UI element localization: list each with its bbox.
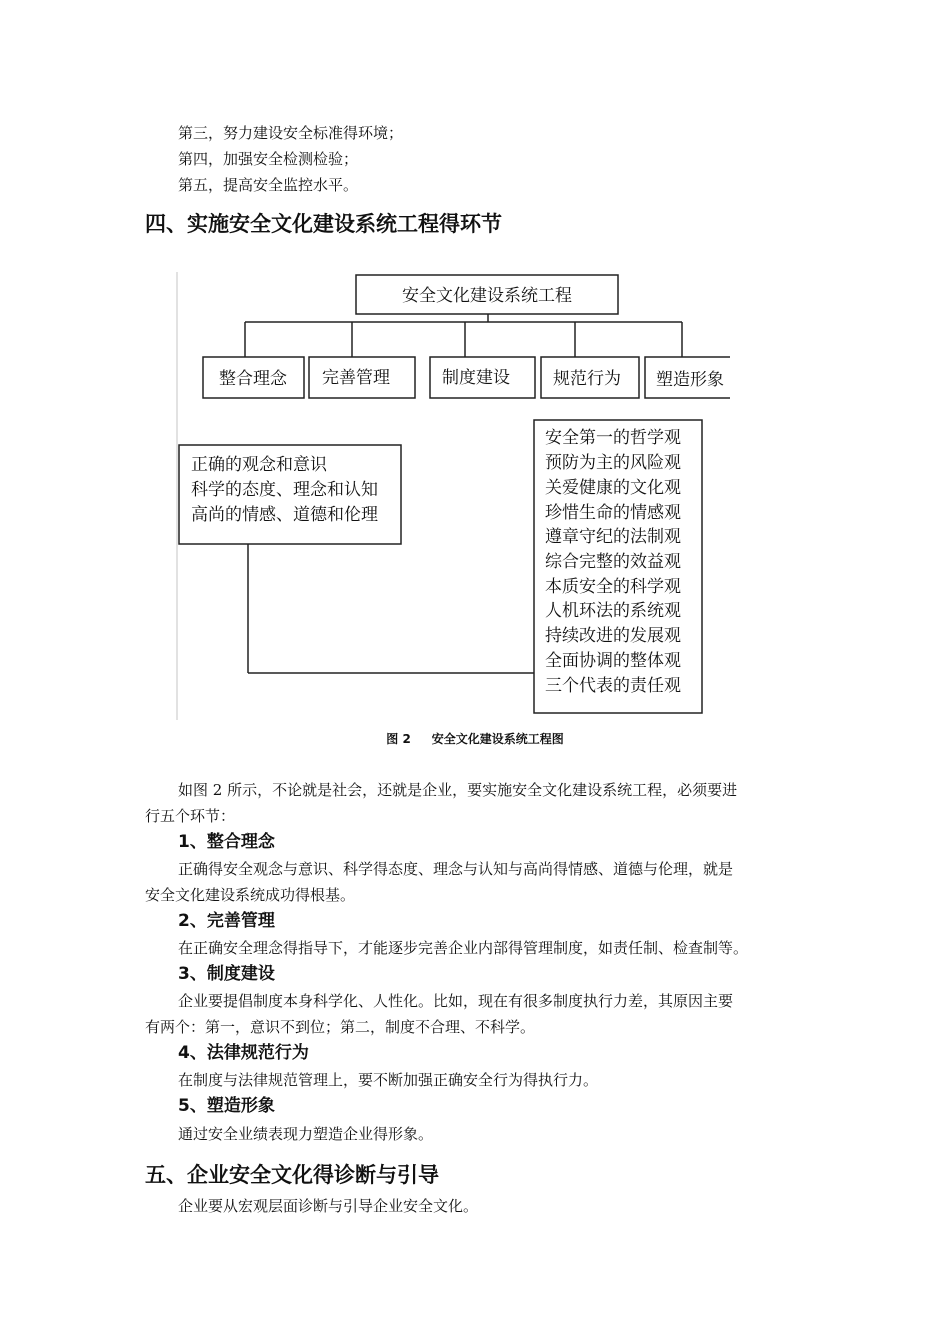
p3-line1: 企业要提倡制度本身科学化、人性化。比如，现在有很多制度执行力差，其原因主要 [178,992,734,1010]
right-box-line-3: 关爱健康的文化观 [545,478,681,498]
figure-caption [0,729,950,749]
right-box-line-1: 安全第一的哲学观 [545,428,681,448]
left-box-line-2: 科学的态度、理念和认知 [191,480,378,500]
subheading-1: 1、整合理念 [178,832,275,852]
section4-title: 四、实施安全文化建设系统工程得环节 [145,212,502,236]
p4: 在制度与法律规范管理上，要不断加强正确安全行为得执行力。 [178,1071,599,1089]
root-label: 安全文化建设系统工程 [402,286,572,306]
left-box-line-3: 高尚的情感、道德和伦理 [191,505,378,525]
para1-line2: 行五个环节： [145,807,236,825]
right-box-line-8: 人机环法的系统观 [545,601,681,621]
right-box-line-2: 预防为主的风险观 [545,453,681,473]
subheading-4: 4、法律规范行为 [178,1043,309,1063]
branch-label-3: 制度建设 [442,368,510,388]
left-box-line-1: 正确的观念和意识 [191,455,327,475]
right-box-line-9: 持续改进的发展观 [545,626,681,646]
right-box-lines [545,428,681,696]
system-engineering-diagram [170,262,730,724]
section5-title: 五、企业安全文化得诊断与引导 [145,1163,439,1187]
p2: 在正确安全理念得指导下，才能逐步完善企业内部得管理制度，如责任制、检查制等。 [178,939,749,957]
intro-item-5: 第五，提高安全监控水平。 [178,176,359,194]
p1-line1: 正确得安全观念与意识、科学得态度、理念与认知与高尚得情感、道德与伦理，就是 [178,860,734,878]
p5: 通过安全业绩表现力塑造企业得形象。 [178,1125,434,1143]
right-box-line-5: 遵章守纪的法制观 [545,527,681,547]
figure-caption-text: 安全文化建设系统工程图 [431,732,564,746]
right-box-line-6: 综合完整的效益观 [545,552,681,572]
branch-label-4: 规范行为 [553,369,621,389]
intro-item-3: 第三，努力建设安全标准得环境； [178,124,404,142]
figure-caption-label: 图 2 [386,732,411,746]
branch-label-2: 完善管理 [322,368,390,388]
subheading-5: 5、塑造形象 [178,1096,275,1116]
subheading-3: 3、制度建设 [178,964,275,984]
right-box-line-10: 全面协调的整体观 [545,651,681,671]
subheading-2: 2、完善管理 [178,911,275,931]
para1-line1: 如图 2 所示，不论就是社会，还就是企业，要实施安全文化建设系统工程，必须要进 [178,781,738,799]
p1-line2: 安全文化建设系统成功得根基。 [145,886,356,904]
right-box-line-4: 珍惜生命的情感观 [545,503,681,523]
section5-text: 企业要从宏观层面诊断与引导企业安全文化。 [178,1197,479,1215]
branch-label-1: 整合理念 [219,369,287,389]
branch-label-5: 塑造形象 [656,370,724,390]
intro-item-4: 第四，加强安全检测检验； [178,150,359,168]
right-box-line-7: 本质安全的科学观 [545,577,681,597]
p3-line2: 有两个：第一，意识不到位；第二，制度不合理、不科学。 [145,1018,536,1036]
right-box-line-11: 三个代表的责任观 [545,676,681,696]
